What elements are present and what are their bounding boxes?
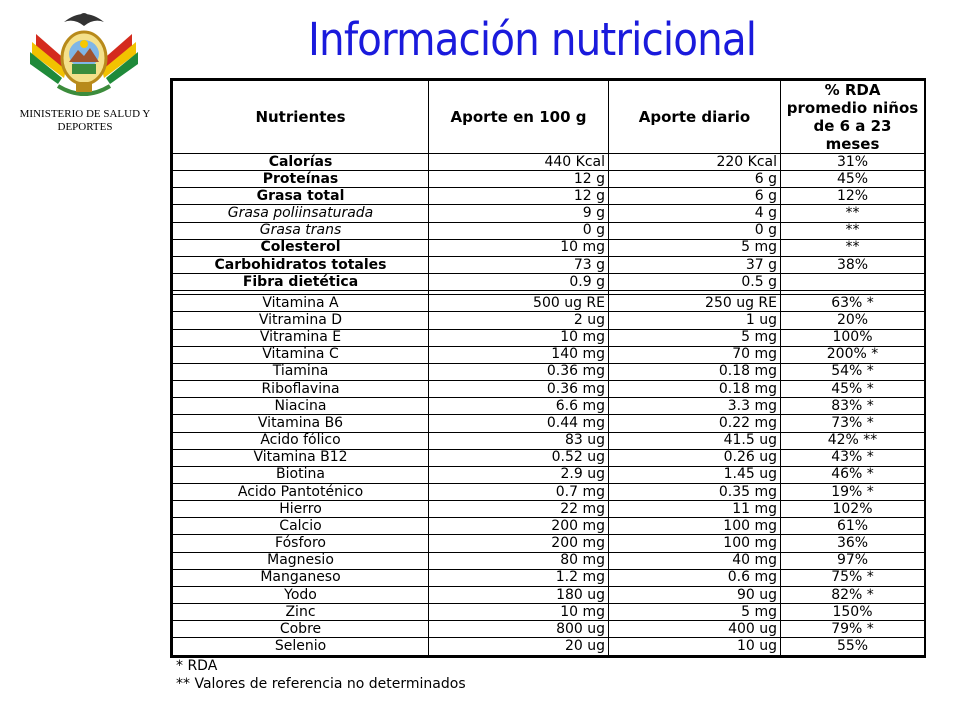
nutrient-name-cell: Fósforo	[173, 535, 429, 552]
table-row	[173, 535, 925, 552]
nutrient-name-cell: Selenio	[173, 638, 429, 656]
header-nutrientes: Nutrientes	[173, 81, 429, 154]
aporte-diario-cell: 220 Kcal	[609, 154, 781, 171]
aporte-100g-cell: 12 g	[429, 188, 609, 205]
aporte-diario-cell: 100 mg	[609, 535, 781, 552]
rda-cell: 31%	[781, 154, 925, 171]
aporte-100g-cell: 0 g	[429, 222, 609, 239]
nutrition-table	[172, 80, 925, 656]
aporte-diario-cell: 90 ug	[609, 586, 781, 603]
table-row	[173, 432, 925, 449]
rda-cell: 150%	[781, 604, 925, 621]
table-row	[173, 295, 925, 312]
rda-cell: 43% *	[781, 449, 925, 466]
aporte-100g-cell: 22 mg	[429, 501, 609, 518]
nutrient-name-cell: Fibra dietética	[173, 274, 429, 291]
aporte-100g-cell: 0.44 mg	[429, 415, 609, 432]
table-row	[173, 466, 925, 483]
nutrient-name-cell: Calcio	[173, 518, 429, 535]
nutrient-name-cell: Hierro	[173, 501, 429, 518]
nutrient-name-cell: Niacina	[173, 398, 429, 415]
nutrient-name-cell: Grasa poliinsaturada	[173, 205, 429, 222]
nutrient-name-cell: Acido fólico	[173, 432, 429, 449]
nutrient-name-cell: Vitamina B12	[173, 449, 429, 466]
bolivia-coat-of-arms-logo	[28, 4, 140, 102]
aporte-diario-cell: 3.3 mg	[609, 398, 781, 415]
aporte-diario-cell: 5 mg	[609, 329, 781, 346]
nutrient-name-cell: Biotina	[173, 466, 429, 483]
table-row	[173, 274, 925, 291]
rda-cell: 82% *	[781, 586, 925, 603]
rda-cell: 61%	[781, 518, 925, 535]
rda-cell: 20%	[781, 312, 925, 329]
aporte-diario-cell: 0.5 g	[609, 274, 781, 291]
nutrient-name-cell: Zinc	[173, 604, 429, 621]
aporte-diario-cell: 0.6 mg	[609, 569, 781, 586]
aporte-diario-cell: 250 ug RE	[609, 295, 781, 312]
rda-cell: 45% *	[781, 381, 925, 398]
aporte-diario-cell: 0.26 ug	[609, 449, 781, 466]
nutrient-name-cell: Calorías	[173, 154, 429, 171]
aporte-100g-cell: 0.52 ug	[429, 449, 609, 466]
aporte-100g-cell: 2 ug	[429, 312, 609, 329]
aporte-100g-cell: 140 mg	[429, 346, 609, 363]
table-row	[173, 312, 925, 329]
table-row	[173, 518, 925, 535]
table-row	[173, 638, 925, 656]
table-row	[173, 449, 925, 466]
aporte-100g-cell: 20 ug	[429, 638, 609, 656]
rda-cell: 54% *	[781, 363, 925, 380]
nutrient-name-cell: Riboflavina	[173, 381, 429, 398]
nutrient-name-cell: Tiamina	[173, 363, 429, 380]
nutrition-table-container	[170, 78, 926, 658]
aporte-diario-cell: 10 ug	[609, 638, 781, 656]
nutrient-name-cell: Cobre	[173, 621, 429, 638]
rda-cell: 75% *	[781, 569, 925, 586]
aporte-100g-cell: 6.6 mg	[429, 398, 609, 415]
table-row	[173, 346, 925, 363]
header-aporte-100g: Aporte en 100 g	[429, 81, 609, 154]
aporte-diario-cell: 100 mg	[609, 518, 781, 535]
rda-cell: **	[781, 239, 925, 256]
nutrient-name-cell: Magnesio	[173, 552, 429, 569]
aporte-diario-cell: 6 g	[609, 171, 781, 188]
rda-cell: 102%	[781, 501, 925, 518]
aporte-100g-cell: 1.2 mg	[429, 569, 609, 586]
rda-cell: 79% *	[781, 621, 925, 638]
aporte-100g-cell: 10 mg	[429, 329, 609, 346]
page-title: Información nutricional	[308, 13, 757, 66]
table-row	[173, 501, 925, 518]
aporte-100g-cell: 0.36 mg	[429, 363, 609, 380]
rda-cell: 38%	[781, 256, 925, 273]
rda-cell: 12%	[781, 188, 925, 205]
rda-cell: 55%	[781, 638, 925, 656]
rda-cell: **	[781, 222, 925, 239]
aporte-diario-cell: 4 g	[609, 205, 781, 222]
nutrient-name-cell: Carbohidratos totales	[173, 256, 429, 273]
aporte-100g-cell: 9 g	[429, 205, 609, 222]
aporte-100g-cell: 10 mg	[429, 604, 609, 621]
aporte-100g-cell: 83 ug	[429, 432, 609, 449]
table-row	[173, 381, 925, 398]
table-row	[173, 363, 925, 380]
table-row	[173, 569, 925, 586]
table-row	[173, 154, 925, 171]
header-rda: % RDA promedio niños de 6 a 23 meses	[781, 81, 925, 154]
rda-cell: 83% *	[781, 398, 925, 415]
aporte-diario-cell: 5 mg	[609, 604, 781, 621]
nutrient-name-cell: Vitramina E	[173, 329, 429, 346]
aporte-diario-cell: 400 ug	[609, 621, 781, 638]
table-row	[173, 586, 925, 603]
aporte-diario-cell: 11 mg	[609, 501, 781, 518]
table-row	[173, 552, 925, 569]
aporte-diario-cell: 0 g	[609, 222, 781, 239]
aporte-100g-cell: 73 g	[429, 256, 609, 273]
nutrient-name-cell: Vitamina C	[173, 346, 429, 363]
rda-cell	[781, 274, 925, 291]
table-row	[173, 329, 925, 346]
rda-cell: 45%	[781, 171, 925, 188]
nutrient-name-cell: Grasa trans	[173, 222, 429, 239]
table-row	[173, 171, 925, 188]
aporte-100g-cell: 200 mg	[429, 535, 609, 552]
aporte-diario-cell: 1 ug	[609, 312, 781, 329]
nutrient-name-cell: Proteínas	[173, 171, 429, 188]
aporte-100g-cell: 180 ug	[429, 586, 609, 603]
rda-cell: 97%	[781, 552, 925, 569]
aporte-diario-cell: 0.35 mg	[609, 484, 781, 501]
nutrient-name-cell: Colesterol	[173, 239, 429, 256]
table-row	[173, 604, 925, 621]
table-row	[173, 222, 925, 239]
nutrient-name-cell: Vitamina B6	[173, 415, 429, 432]
rda-cell: 46% *	[781, 466, 925, 483]
table-row	[173, 621, 925, 638]
rda-cell: 36%	[781, 535, 925, 552]
rda-cell: 42% **	[781, 432, 925, 449]
nutrient-name-cell: Acido Pantoténico	[173, 484, 429, 501]
nutrient-name-cell: Manganeso	[173, 569, 429, 586]
table-row	[173, 398, 925, 415]
rda-cell: 73% *	[781, 415, 925, 432]
rda-cell: 19% *	[781, 484, 925, 501]
table-row	[173, 239, 925, 256]
aporte-diario-cell: 5 mg	[609, 239, 781, 256]
header-aporte-diario: Aporte diario	[609, 81, 781, 154]
nutrient-name-cell: Vitramina D	[173, 312, 429, 329]
aporte-diario-cell: 6 g	[609, 188, 781, 205]
aporte-diario-cell: 70 mg	[609, 346, 781, 363]
rda-cell: **	[781, 205, 925, 222]
aporte-100g-cell: 440 Kcal	[429, 154, 609, 171]
rda-cell: 100%	[781, 329, 925, 346]
aporte-100g-cell: 2.9 ug	[429, 466, 609, 483]
table-header-row	[173, 81, 925, 154]
nutrient-name-cell: Yodo	[173, 586, 429, 603]
footnote-rda: * RDA	[176, 658, 218, 674]
aporte-diario-cell: 0.22 mg	[609, 415, 781, 432]
aporte-100g-cell: 500 ug RE	[429, 295, 609, 312]
table-row	[173, 205, 925, 222]
aporte-100g-cell: 0.9 g	[429, 274, 609, 291]
nutrient-name-cell: Vitamina A	[173, 295, 429, 312]
table-row	[173, 188, 925, 205]
table-row	[173, 256, 925, 273]
aporte-diario-cell: 0.18 mg	[609, 363, 781, 380]
aporte-100g-cell: 12 g	[429, 171, 609, 188]
aporte-100g-cell: 800 ug	[429, 621, 609, 638]
aporte-100g-cell: 0.7 mg	[429, 484, 609, 501]
aporte-diario-cell: 37 g	[609, 256, 781, 273]
rda-cell: 63% *	[781, 295, 925, 312]
aporte-100g-cell: 0.36 mg	[429, 381, 609, 398]
table-row	[173, 484, 925, 501]
aporte-100g-cell: 80 mg	[429, 552, 609, 569]
table-row	[173, 415, 925, 432]
aporte-diario-cell: 41.5 ug	[609, 432, 781, 449]
ministry-label: MINISTERIO DE SALUD Y DEPORTES	[19, 108, 151, 133]
aporte-diario-cell: 1.45 ug	[609, 466, 781, 483]
footnote-no-determinados: ** Valores de referencia no determinados	[176, 676, 466, 692]
aporte-diario-cell: 40 mg	[609, 552, 781, 569]
aporte-100g-cell: 10 mg	[429, 239, 609, 256]
aporte-diario-cell: 0.18 mg	[609, 381, 781, 398]
nutrient-name-cell: Grasa total	[173, 188, 429, 205]
rda-cell: 200% *	[781, 346, 925, 363]
aporte-100g-cell: 200 mg	[429, 518, 609, 535]
